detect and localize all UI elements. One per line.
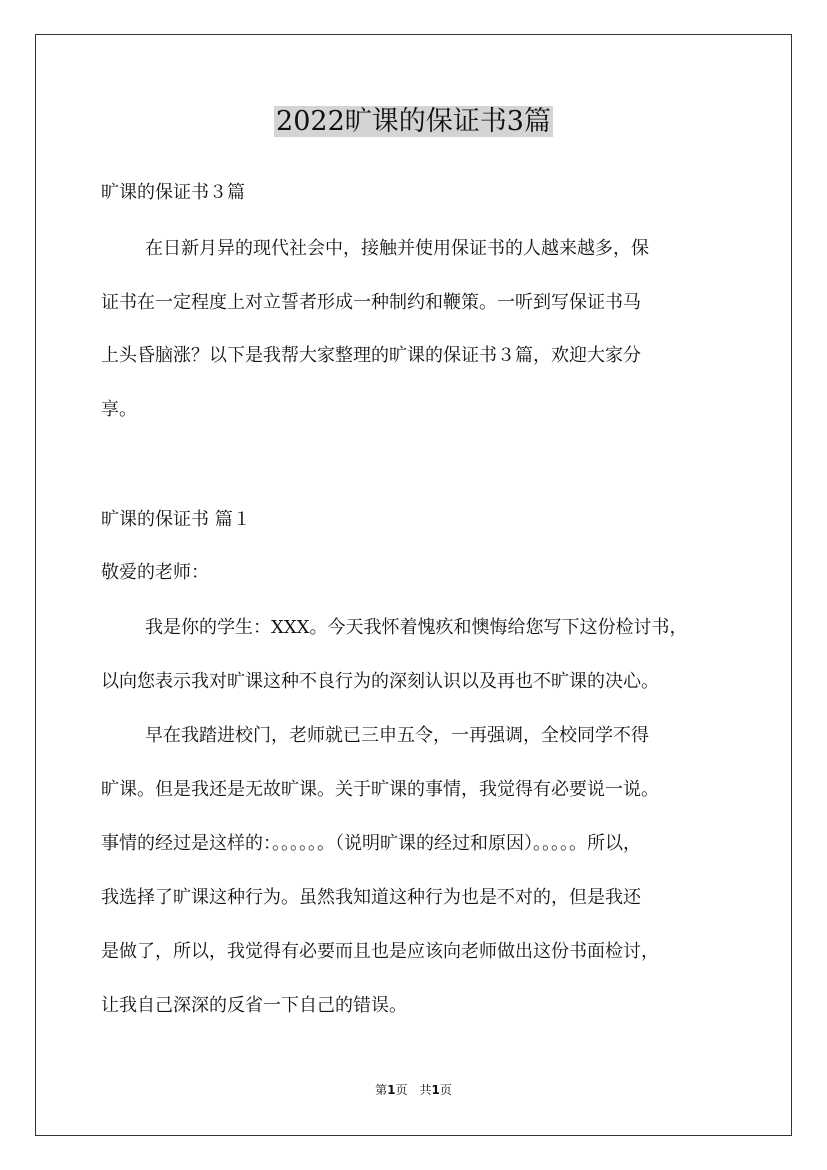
page-footer [0, 1082, 827, 1098]
paragraph-line: 享。 [101, 399, 137, 420]
paragraph-line: 以向您表示我对旷课这种不良行为的深刻认识以及再也不旷课的决心。 [101, 671, 659, 692]
subtitle-line: 旷课的保证书３篇 [101, 182, 245, 203]
paragraph-line: 我是你的学生：XXX。今天我怀着愧疚和懊悔给您写下这份检讨书， [145, 617, 688, 638]
document-title-text: 2022旷课的保证书3篇 [276, 106, 551, 137]
paragraph-line: 上头昏脑涨？以下是我帮大家整理的旷课的保证书３篇，欢迎大家分 [101, 345, 641, 366]
paragraph-line: 我选择了旷课这种行为。虽然我知道这种行为也是不对的，但是我还 [101, 887, 641, 908]
paragraph-line: 旷课。但是我还是无故旷课。关于旷课的事情，我觉得有必要说一说。 [101, 779, 659, 800]
footer-page-number: 1 [387, 1083, 396, 1097]
paragraph-line: 早在我踏进校门，老师就已三申五令，一再强调，全校同学不得 [145, 725, 649, 746]
footer-total-pages: 1 [431, 1083, 440, 1097]
footer-mid: 页 共 [395, 1083, 432, 1097]
paragraph-line: 证书在一定程度上对立誓者形成一种制约和鞭策。一听到写保证书马 [101, 292, 641, 313]
paragraph-line: 是做了，所以，我觉得有必要而且也是应该向老师做出这份书面检讨， [101, 941, 659, 962]
paragraph-line: 在日新月异的现代社会中，接触并使用保证书的人越来越多，保 [145, 238, 649, 259]
footer-suffix: 页 [439, 1083, 452, 1097]
paragraph-line: 事情的经过是这样的：。。。。。。（说明旷课的经过和原因）。。。。。所以， [101, 833, 641, 854]
footer-prefix: 第 [375, 1083, 388, 1097]
document-title [0, 102, 827, 142]
paragraph-line: 让我自己深深的反省一下自己的错误。 [101, 995, 407, 1016]
salutation-line: 敬爱的老师： [101, 562, 209, 583]
section-heading: 旷课的保证书 篇１ [101, 509, 251, 530]
